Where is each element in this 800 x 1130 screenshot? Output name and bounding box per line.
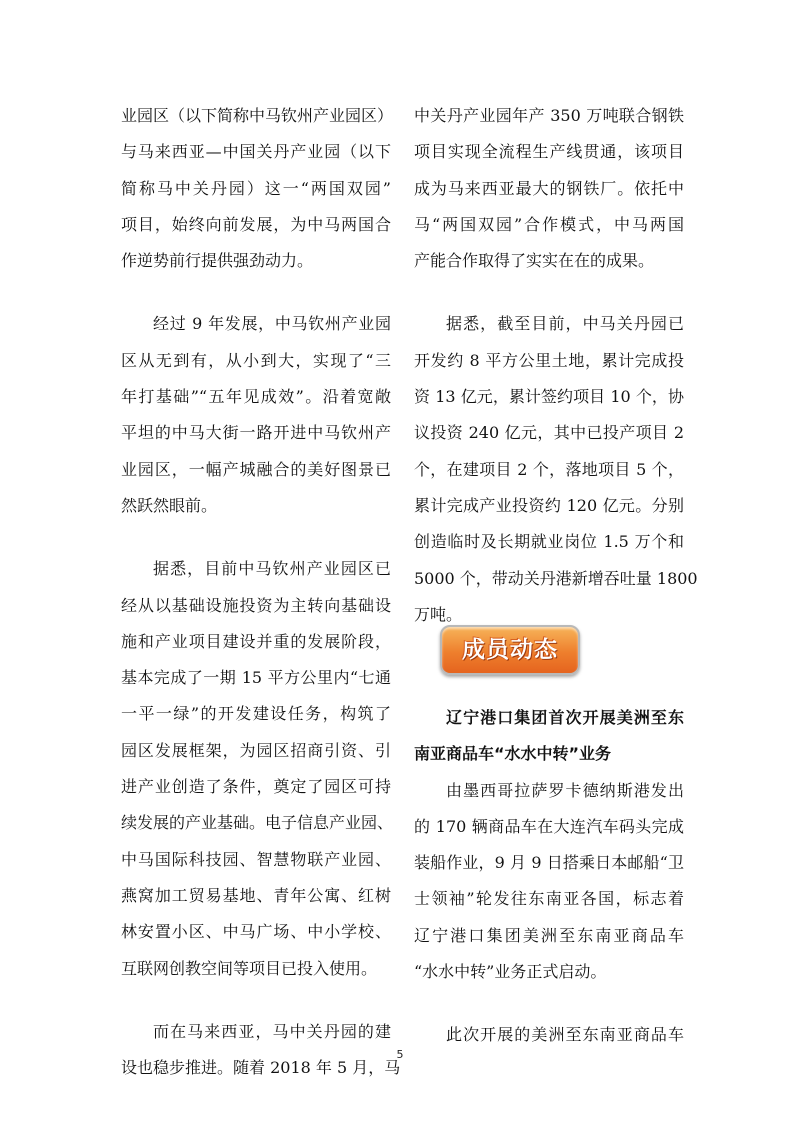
text-line: 由墨西哥拉萨罗卡德纳斯港发出: [446, 780, 684, 800]
text-line: 资 13 亿元，累计签约项目 10 个，协: [414, 387, 684, 407]
headline-line: 辽宁港口集团首次开展美洲至东: [446, 708, 684, 727]
text-line: 累计完成产业投资约 120 亿元。分别: [414, 495, 684, 515]
text-line: “水水中转”业务正式启动。: [414, 962, 607, 982]
text-line: 此次开展的美洲至东南亚商品车: [446, 1025, 684, 1045]
text-line: 续发展的产业基础。电子信息产业园、: [121, 813, 394, 833]
text-line: 议投资 240 亿元，其中已投产项目 2: [414, 423, 684, 443]
text-line: 的 170 辆商品车在大连汽车码头完成: [414, 816, 684, 836]
paragraph: [414, 306, 698, 633]
text-line: 据悉，截至目前，中马关丹园已: [446, 314, 684, 334]
paragraph: [414, 773, 684, 991]
text-line: 燕窝加工贸易基地、青年公寓、红树: [121, 885, 391, 905]
text-line: 林安置小区、中马广场、中小学校、: [121, 922, 391, 942]
text-line: 一平一绿”的开发建设任务，构筑了: [121, 704, 391, 724]
article-headline: [414, 700, 684, 773]
text-line: 年打基础”“五年见成效”。沿着宽敞: [121, 387, 391, 407]
text-line: 中关丹产业园年产 350 万吨联合钢铁: [414, 106, 684, 125]
text-line: 业园区，一幅产城融合的美好图景已: [121, 459, 391, 479]
text-line: 中马国际科技园、智慧物联产业园、: [121, 849, 391, 869]
text-line: 互联网创教空间等项目已投入使用。: [121, 958, 378, 978]
text-line: 平坦的中马大街一路开进中马钦州产: [121, 423, 391, 443]
paragraph: [121, 98, 394, 279]
paragraph: [121, 306, 391, 524]
text-line: 区从无到有，从小到大，实现了“三: [121, 350, 391, 370]
text-line: 创造临时及长期就业岗位 1.5 万个和: [414, 532, 684, 552]
text-line: 而在马来西亚，马中关丹园的建: [153, 1021, 391, 1041]
text-line: 与马来西亚—中国关丹产业园（以下: [121, 142, 391, 162]
text-line: 设也稳步推进。随着 2018 年 5 月，马: [121, 1058, 401, 1078]
headline-line: 南亚商品车“水水中转”业务: [414, 744, 612, 764]
text-line: 据悉，目前中马钦州产业园区已: [153, 559, 391, 579]
right-column-lower: [414, 700, 684, 1054]
text-line: 进产业创造了条件，奠定了园区可持: [121, 777, 391, 797]
text-line: 简称马中关丹园）这一“两国双园”: [121, 178, 391, 198]
text-line: 辽宁港口集团美洲至东南亚商品车: [414, 925, 684, 945]
section-badge-label: 成员动态: [462, 637, 558, 663]
text-line: 5000 个，带动关丹港新增吞吐量 1800: [414, 568, 698, 588]
text-line: 园区发展框架，为园区招商引资、引: [121, 740, 391, 760]
page-number: 5: [396, 1048, 404, 1061]
left-column: [121, 98, 401, 1086]
text-line: 士领袖”轮发往东南亚各国，标志着: [414, 889, 684, 909]
text-line: 个，在建项目 2 个，落地项目 5 个，: [414, 459, 684, 479]
text-line: 业园区（以下简称中马钦州产业园区）: [121, 106, 394, 125]
text-line: 然跃然眼前。: [121, 495, 218, 515]
right-column: [414, 98, 698, 633]
text-line: 基本完成了一期 15 平方公里内“七通: [121, 668, 391, 688]
paragraph: [121, 551, 394, 987]
text-line: 万吨。: [414, 604, 463, 624]
text-line: 施和产业项目建设并重的发展阶段，: [121, 631, 391, 651]
paragraph: [121, 1014, 401, 1087]
paragraph: [414, 98, 684, 279]
paragraph: [414, 1017, 684, 1053]
text-line: 作逆势前行提供强劲动力。: [121, 251, 314, 271]
text-line: 经过 9 年发展，中马钦州产业园: [153, 314, 391, 334]
text-line: 开发约 8 平方公里土地，累计完成投: [414, 350, 684, 370]
text-line: 装船作业，9 月 9 日搭乘日本邮船“卫: [414, 853, 684, 873]
text-line: 项目，始终向前发展，为中马两国合: [121, 214, 391, 234]
section-badge: [440, 625, 580, 675]
text-line: 产能合作取得了实实在在的成果。: [414, 251, 655, 271]
text-line: 成为马来西亚最大的钢铁厂。依托中: [414, 178, 684, 198]
text-line: 经从以基础设施投资为主转向基础设: [121, 595, 391, 615]
text-line: 马“两国双园”合作模式，中马两国: [414, 214, 684, 234]
text-line: 项目实现全流程生产线贯通，该项目: [414, 142, 684, 162]
